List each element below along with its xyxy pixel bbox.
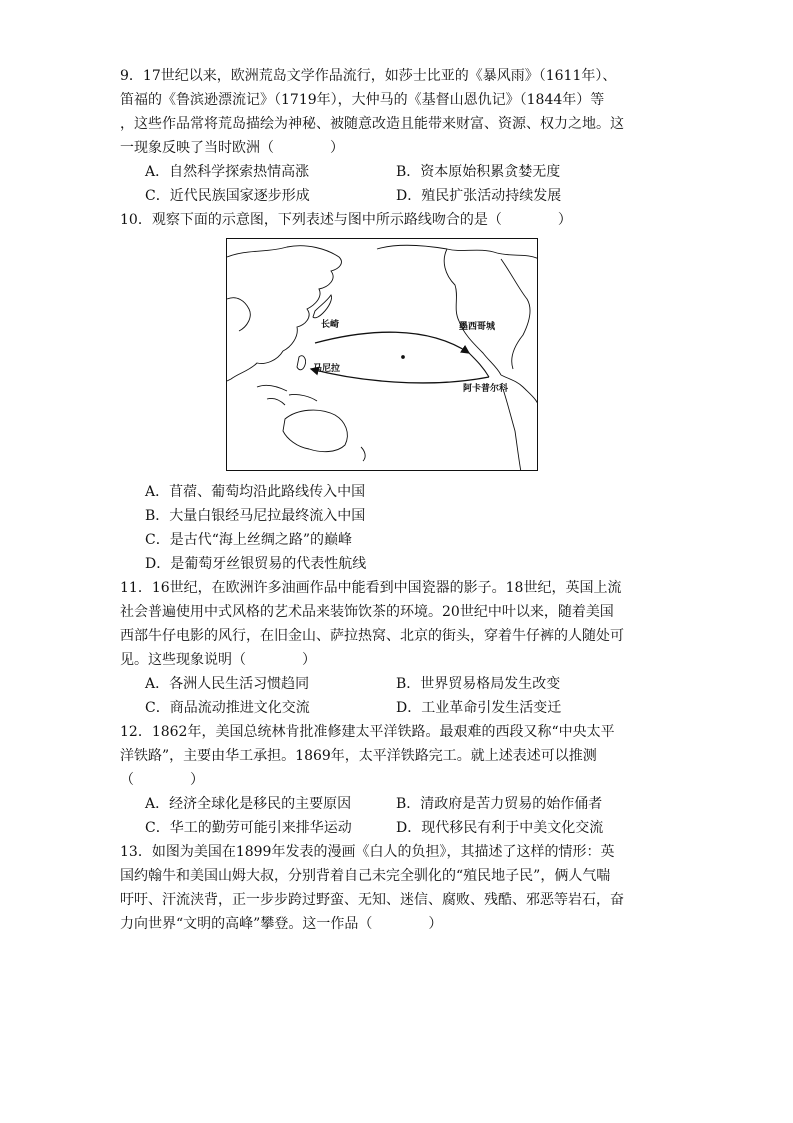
q13-stem-line-1: 13．如图为美国在1899年发表的漫画《白人的负担》，其描述了这样的情形：英 (120, 844, 615, 860)
q11-option-c[interactable]: C．商品流动推进文化交流 (145, 700, 310, 716)
label-acapulco: 阿卡普尔科 (463, 384, 509, 394)
q11-option-d[interactable]: D．工业革命引发生活变迁 (396, 700, 562, 716)
q12-option-b[interactable]: B．清政府是苦力贸易的始作俑者 (396, 796, 603, 812)
q9-stem-line-4: 一现象反映了当时欧洲（ ） (120, 140, 344, 156)
q11-option-a[interactable]: A．各洲人民生活习惯趋同 (145, 676, 310, 692)
north-america-east (501, 259, 530, 369)
q9-stem-line-1: 9．17世纪以来，欧洲荒岛文学作品流行，如莎士比亚的《暴风雨》（1611年）、 (120, 68, 617, 84)
q10-option-d[interactable]: D．是葡萄牙丝银贸易的代表性航线 (145, 556, 367, 572)
q13-stem-line-4: 力向世界“文明的高峰”攀登。这一作品（ ） (120, 916, 443, 932)
q12-stem-line-1: 12．1862年，美国总统林肯批准修建太平洋铁路。最艰难的西段又称“中央太平 (120, 724, 615, 740)
asia-coast (227, 246, 341, 381)
q9-option-d[interactable]: D．殖民扩张活动持续发展 (396, 188, 562, 204)
q12-option-c[interactable]: C．华工的勤劳可能引来排华运动 (145, 820, 352, 836)
q9-option-c[interactable]: C．近代民族国家逐步形成 (145, 188, 310, 204)
q13-stem-line-2: 国约翰牛和美国山姆大叔，分别背着自己未完全驯化的“殖民地子民”，俩人气喘 (120, 868, 611, 884)
trade-route-map (226, 238, 538, 471)
label-mexico-city: 墨西哥城 (459, 322, 496, 332)
coastlines (227, 245, 538, 471)
q12-option-a[interactable]: A．经济全球化是移民的主要原因 (145, 796, 352, 812)
q11-stem-line-1: 11．16世纪，在欧洲许多油画作品中能看到中国瓷器的影子。18世纪，英国上流 (120, 580, 622, 596)
japan-island (313, 295, 332, 318)
route-eastbound (315, 332, 469, 353)
q11-stem-line-3: 西部牛仔电影的风行，在旧金山、萨拉热窝、北京的街头，穿着牛仔裤的人随处可 (120, 628, 624, 644)
q11-option-b[interactable]: B．世界贸易格局发生改变 (396, 676, 561, 692)
india-coast (227, 298, 250, 331)
q12-stem-line-2: 洋铁路”，主要由华工承担。1869年，太平洋铁路完工。就上述表述可以推测 (120, 748, 597, 764)
philippines-island (297, 356, 306, 370)
australia (283, 410, 347, 452)
north-america-coast (377, 245, 538, 375)
q9-option-b[interactable]: B．资本原始积累贪婪无度 (396, 164, 561, 180)
new-zealand (361, 447, 365, 461)
q12-stem-line-3: （ ） (120, 772, 204, 788)
q10-option-a[interactable]: A．苜蓿、葡萄均沿此路线传入中国 (145, 484, 366, 500)
label-manila: 马尼拉 (313, 364, 341, 374)
q12-option-d[interactable]: D．现代移民有利于中美文化交流 (396, 820, 604, 836)
q11-stem-line-4: 见。这些现象说明（ ） (120, 652, 316, 668)
indonesia-islands (257, 385, 317, 405)
hawaii-island (402, 356, 405, 359)
label-nagasaki: 长崎 (321, 320, 340, 330)
q13-stem-line-3: 吁吁、汗流浃背，正一步步跨过野蛮、无知、迷信、腐败、残酷、邪恶等岩石，奋 (120, 892, 624, 908)
pacific-map-svg (227, 239, 538, 471)
q9-stem-line-3: ，这些作品常将荒岛描绘为神秘、被随意改造且能带来财富、资源、权力之地。这 (120, 116, 624, 132)
q11-stem-line-2: 社会普遍使用中式风格的艺术品来装饰饮茶的环境。20世纪中叶以来，随着美国 (120, 604, 614, 620)
q10-stem: 10．观察下面的示意图，下列表述与图中所示路线吻合的是（ ） (120, 212, 572, 228)
q9-option-a[interactable]: A．自然科学探索热情高涨 (145, 164, 310, 180)
q10-option-b[interactable]: B．大量白银经马尼拉最终流入中国 (145, 508, 366, 524)
q9-stem-line-2: 笛福的《鲁滨逊漂流记》（1719年），大仲马的《基督山恩仇记》（1844年）等 (120, 92, 605, 108)
q10-option-c[interactable]: C．是古代“海上丝绸之路”的巅峰 (145, 532, 353, 548)
